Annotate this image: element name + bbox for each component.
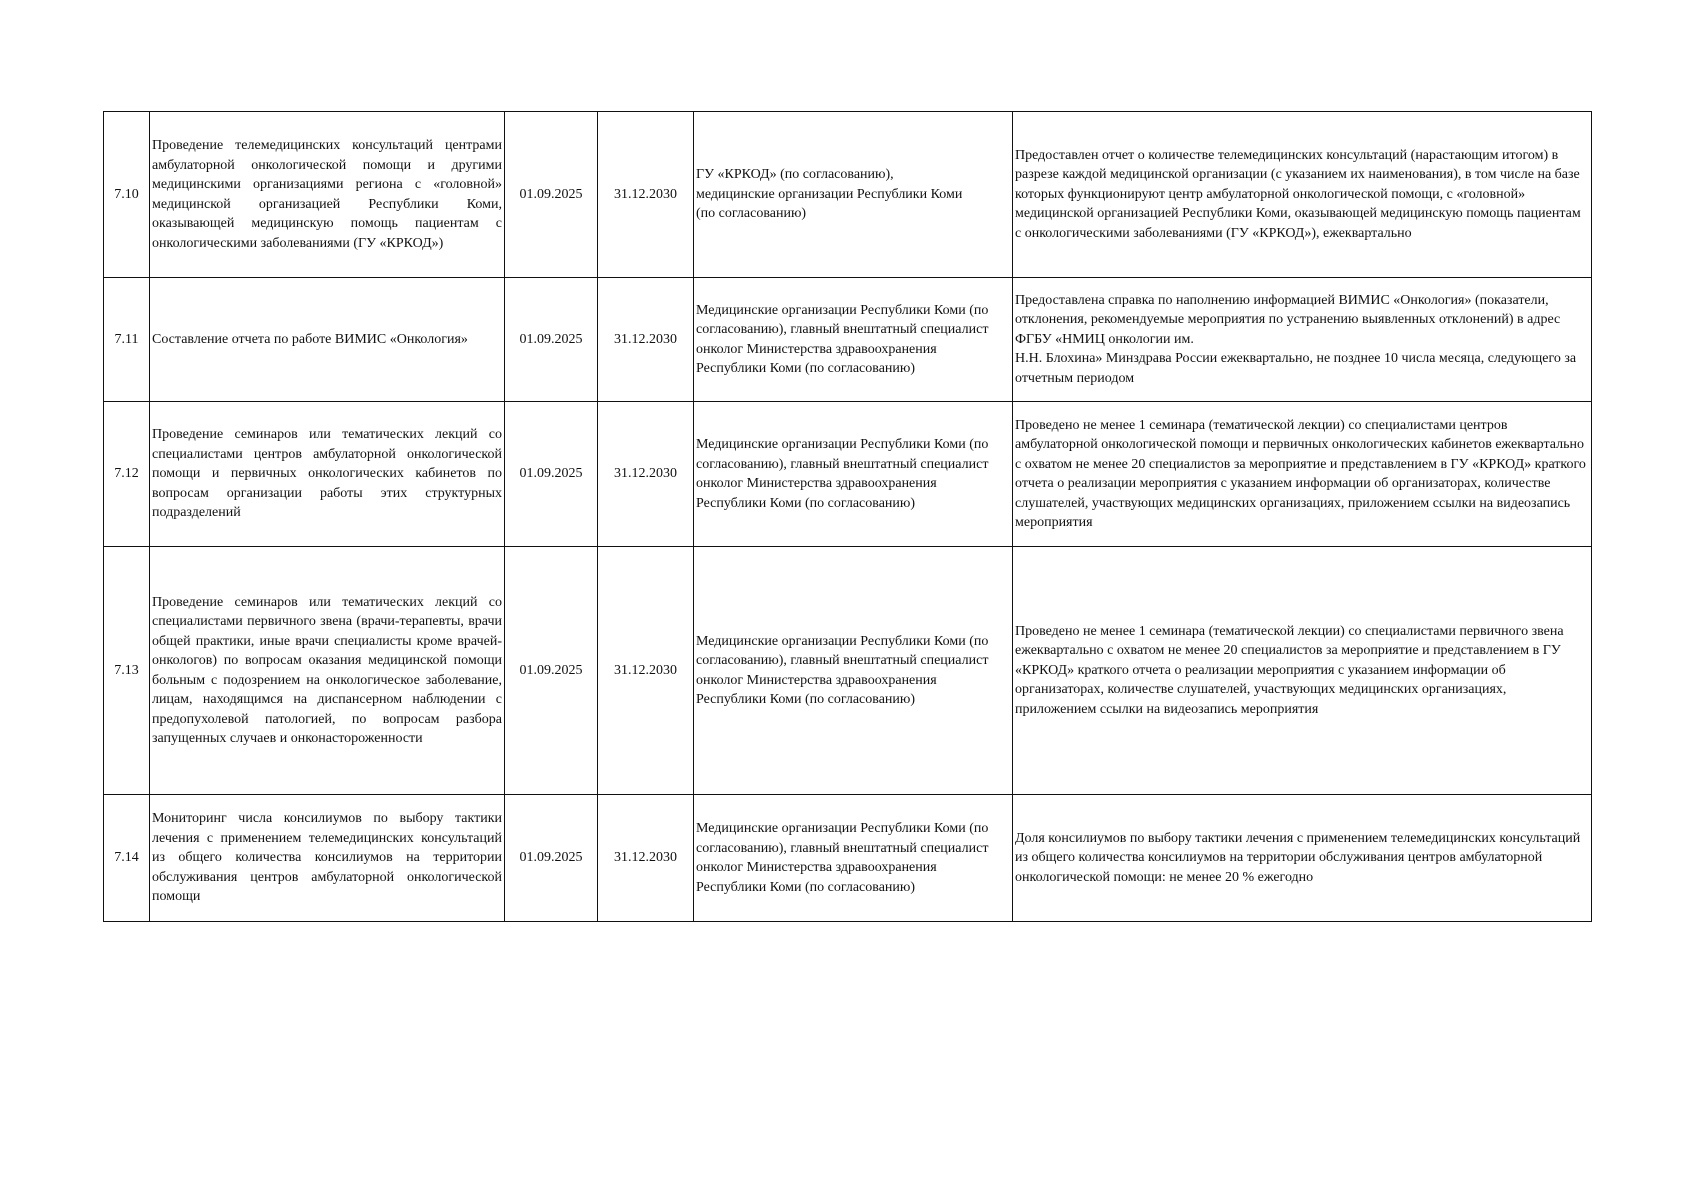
table-row <box>104 402 1592 547</box>
end-date: 31.12.2030 <box>598 547 694 795</box>
activities-table <box>103 111 1592 922</box>
responsible-executors: Медицинские организации Республики Коми (по согласованию), главный внештатный специалист онколог Министерства здравоохранения Республики Коми (по согласованию) <box>694 402 1013 547</box>
task-description: Мониторинг числа консилиумов по выбору тактики лечения с применением телемедицинских консультаций из общего количества консилиумов на территории обслуживания центров амбулаторной онкологической помощи <box>150 795 505 922</box>
table-row <box>104 278 1592 402</box>
expected-result <box>1013 278 1592 402</box>
start-date: 01.09.2025 <box>505 547 598 795</box>
start-date: 01.09.2025 <box>505 795 598 922</box>
result-text: Предоставлена справка по наполнению информацией ВИМИС «Онкология» (показатели, отклонения, рекомендуемые мероприятия по устранению выявленных отклонений) в адрес ФГБУ «НМИЦ онкологии им. Н.Н. Блохина» Минздрава России ежеквартально, не позднее 10 числа месяца, следующего за отчетным периодом <box>1015 292 1577 386</box>
responsible-executors: Медицинские организации Республики Коми (по согласованию), главный внештатный специалист онколог Министерства здравоохранения Республики Коми (по согласованию) <box>694 547 1013 795</box>
responsible-executors: Медицинские организации Республики Коми (по согласованию), главный внештатный специалист онколог Министерства здравоохранения Республики Коми (по согласованию) <box>694 278 1013 402</box>
expected-result: Предоставлен отчет о количестве телемедицинских консультаций (нарастающим итогом) в разрезе каждой медицинской организации (с указанием их наименования), в том числе на базе которых функционируют центр амбулаторной онкологической помощи, с «головной» медицинской организацией Республики Коми, оказывающей медицинскую помощь пациентам с онкологическими заболеваниями (ГУ «КРКОД»), ежеквартально <box>1013 112 1592 278</box>
task-description: Составление отчета по работе ВИМИС «Онкология» <box>150 278 505 402</box>
end-date: 31.12.2030 <box>598 795 694 922</box>
row-number: 7.12 <box>104 402 150 547</box>
row-number: 7.10 <box>104 112 150 278</box>
end-date: 31.12.2030 <box>598 112 694 278</box>
expected-result: Проведено не менее 1 семинара (тематической лекции) со специалистами центров амбулаторной онкологической помощи и первичных онкологических кабинетов ежеквартально с охватом не менее 20 специалистов за мероприятие и представлением в ГУ «КРКОД» краткого отчета о реализации мероприятия с указанием информации об организаторах, количестве слушателей, участвующих медицинских организациях, приложением ссылки на видеозапись мероприятия <box>1013 402 1592 547</box>
expected-result: Проведено не менее 1 семинара (тематической лекции) со специалистами первичного звена ежеквартально с охватом не менее 20 специалистов за мероприятие и представлением в ГУ «КРКОД» краткого отчета о реализации мероприятия с указанием информации об организаторах, количестве слушателей, участвующих медицинских организациях, приложением ссылки на видеозапись мероприятия <box>1013 547 1592 795</box>
row-number: 7.13 <box>104 547 150 795</box>
row-number: 7.14 <box>104 795 150 922</box>
responsible-executors <box>694 112 1013 278</box>
end-date: 31.12.2030 <box>598 402 694 547</box>
start-date: 01.09.2025 <box>505 278 598 402</box>
table-row <box>104 795 1592 922</box>
responsible-executors: Медицинские организации Республики Коми (по согласованию), главный внештатный специалист онколог Министерства здравоохранения Республики Коми (по согласованию) <box>694 795 1013 922</box>
row-number: 7.11 <box>104 278 150 402</box>
start-date: 01.09.2025 <box>505 402 598 547</box>
task-description: Проведение семинаров или тематических лекций со специалистами первичного звена (врачи-терапевты, врачи общей практики, иные врачи специалисты кроме врачей-онкологов) по вопросам оказания медицинской помощи больным с подозрением на онкологическое заболевание, лицам, находящимся на диспансерном наблюдении с предопухолевой патологией, по вопросам разбора запущенных случаев и онконастороженности <box>150 547 505 795</box>
table-row <box>104 112 1592 278</box>
start-date: 01.09.2025 <box>505 112 598 278</box>
table-row <box>104 547 1592 795</box>
task-description: Проведение семинаров или тематических лекций со специалистами центров амбулаторной онкологической помощи и первичных онкологических кабинетов по вопросам организации работы этих структурных подразделений <box>150 402 505 547</box>
end-date: 31.12.2030 <box>598 278 694 402</box>
responsible-text: ГУ «КРКОД» (по согласованию), медицинские организации Республики Коми (по согласованию) <box>696 167 963 222</box>
expected-result: Доля консилиумов по выбору тактики лечения с применением телемедицинских консультаций из общего количества консилиумов на территории обслуживания центров амбулаторной онкологической помощи: не менее 20 % ежегодно <box>1013 795 1592 922</box>
task-description: Проведение телемедицинских консультаций центрами амбулаторной онкологической помощи и другими медицинскими организациями региона с «головной» медицинской организацией Республики Коми, оказывающей медицинскую помощь пациентам с онкологическими заболеваниями (ГУ «КРКОД») <box>150 112 505 278</box>
